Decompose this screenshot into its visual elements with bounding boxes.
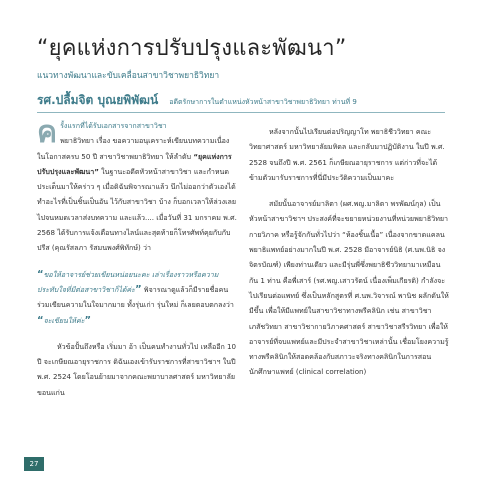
theme-quote: “ยุคแห่งการปรับปรุงและพัฒนา” [37, 151, 232, 176]
history-paragraph: สมัยนั้นอาจารย์มาลิตา (ผศ.พญ.มาลิตา พรพัฒน์กุล) เป็นหัวหน้าสาขาวิชาฯ ประสงค์ที่จะขยายหน่วยงานที่หน่วยพยาธิวิทยากายวิภาค หรือรู้จักกันทั่วไปว่า “ห้องชิ้นเนื้อ” เนื่องจากขาดแคลนพยาธิแพทย์อย่างมากในปี พ.ศ. 2528 มีอาจารย์นิธิ (ศ.นพ.นิธิ จงจิตรบัณฑ์) เพียงท่านเดียว และมีรุ่นพี่ซึ่งพยาธิชีววิทยามาเหมือนกัน 1 ท่าน คือพี่เสาร์ (รศ.พญ.เสาวรัตน์ เนื่องเพ็มเกียรติ) กำลังจะไปเรียนต่อแพทย์ ซึ่งเป็นหลักสูตรที่ ศ.นพ.วิจารณ์ พานิช ผลักดันให้มีขึ้น เพื่อให้มีแพทย์ในสาขาวิชาทางพรีคลินิก เช่น สาขาวิชาเภสัชวิทยา สาขาวิชากายวิภาคศาสตร์ สาขาวิชาสรีรวิทยา เพื่อให้อาจารย์ที่จบแพทย์และมีประจำสาขาวิชาเหล่านั้น เชื่อมโยงความรู้ทางพรีคลินิกให้สอดคล้องกับสภาวะจริงทางคลินิกในการสอนนักศึกษาแพทย์ (clinical correlation) [249, 199, 449, 377]
quote-follow-text: พิจารณาดูแล้วก็มีรายชื่อคนร่วมเขียนความในใจมากมาย ทั้งรุ่นเก่า รุ่นใหม่ ก็เลยตอบตกลงว่า [37, 284, 234, 310]
author-name: รศ.ปลื้มจิต บุณยพิพัฒน์ [37, 93, 159, 107]
background-paragraph: หัวข้อปั้นถึงหรือ เริ่มมา อ้า เป็นคนทำงานทั่วไป เหลืออีก 10 ปี จะเกษียณอายุราชการ ดิฉันเองเข้ารับราชการที่สาขาวิชาฯ ในปี พ.ศ. 2524 โดยโอนย้ายมาจากคณะพยาบาลศาสตร์ มหาวิทยาลัยขอนแก่น [37, 341, 237, 397]
article-subtitle: แนวทางพัฒนาและขับเคลื่อนสาขาวิชาพยาธิวิทยา [37, 71, 220, 81]
right-column [249, 124, 449, 391]
intro-text-b: ในฐานะอดีตหัวหน้าสาขาวิชา และกำหนดประเด็นมาให้คร่าว ๆ เมื่อดิฉันพิจารณาแล้ว นึกไม่ออกว่าตัวเองได้ ทำอะไรที่เป็นชิ้นเป็นอัน ไว้กับสาขาวิชา บ้าง ก็บอกเวลาให้ล่วงเลยไปจนหมดเวลาส่งบทความ และแล้ว.... เมื่อวันที่ 31 มกราคม พ.ศ. 2568 ได้รับการแจ้งเตือนทางไลน์และสุดท้ายก็โทรศัพท์คุยกับกับปรีส (คุณรัสลภา รัสมนพงศ์พิทักษ์) ว่า [37, 166, 237, 253]
study-paragraph: หลังจากนั้นไปเรียนต่อปริญญาโท พยาธิชีววิทยา คณะวิทยาศาสตร์ มหาวิทยาลัยมหิดล และกลับมาปฏิบัติงาน ในปี พ.ศ. 2528 จนถึงปี พ.ศ. 2561 ก็เกษียณอายุราชการ แต่ก่าวที่จะได้ข้ามตัวมารับราชการที่นี่มีประวัติความเป็นมาคะ [249, 127, 445, 182]
author-description: อดีตรักษาการในตำแหน่งหัวหน้าสาขาวิชาพยาธิวิทยา ท่านที่ 9 [169, 98, 357, 106]
quote-paragraph [37, 267, 237, 328]
intro-text-a: พยาธิวิทยา เรื่อง ขอความอนุเคราะห์เขียนบทความเนื่องในโอกาสครบ 50 ปี สาขาวิชาพยาธิวิทยา ให้ลำดับ [37, 136, 230, 161]
quote-mark-icon: “ [37, 268, 44, 280]
article-title: “ยุคแห่งการปรับปรุงและพัฒนา” [37, 36, 347, 61]
page-number: 27 [24, 457, 44, 471]
drop-cap: ค [37, 115, 58, 150]
author-line [37, 89, 357, 110]
intro-heading: รั้งแรกที่ได้รับเอกสารจากสาขาวิชา [60, 121, 167, 130]
quote-mark-icon-2: “ [37, 314, 44, 326]
header-divider [37, 112, 445, 113]
reply-quote: จะเขียนให้ค่ะ [43, 315, 85, 325]
quote-mark-close-icon: ” [135, 283, 142, 295]
intro-paragraph [37, 115, 237, 256]
quote-mark-close-icon-2: ” [84, 314, 92, 326]
left-column [37, 115, 237, 411]
request-quote: ขอให้อาจารย์ช่วยเขียนหน่อยนะคะ เล่าเรื่องราวหรือความประทับใจที่มีต่อสาขาวิชาก็ได้ค่ะ [37, 269, 219, 294]
